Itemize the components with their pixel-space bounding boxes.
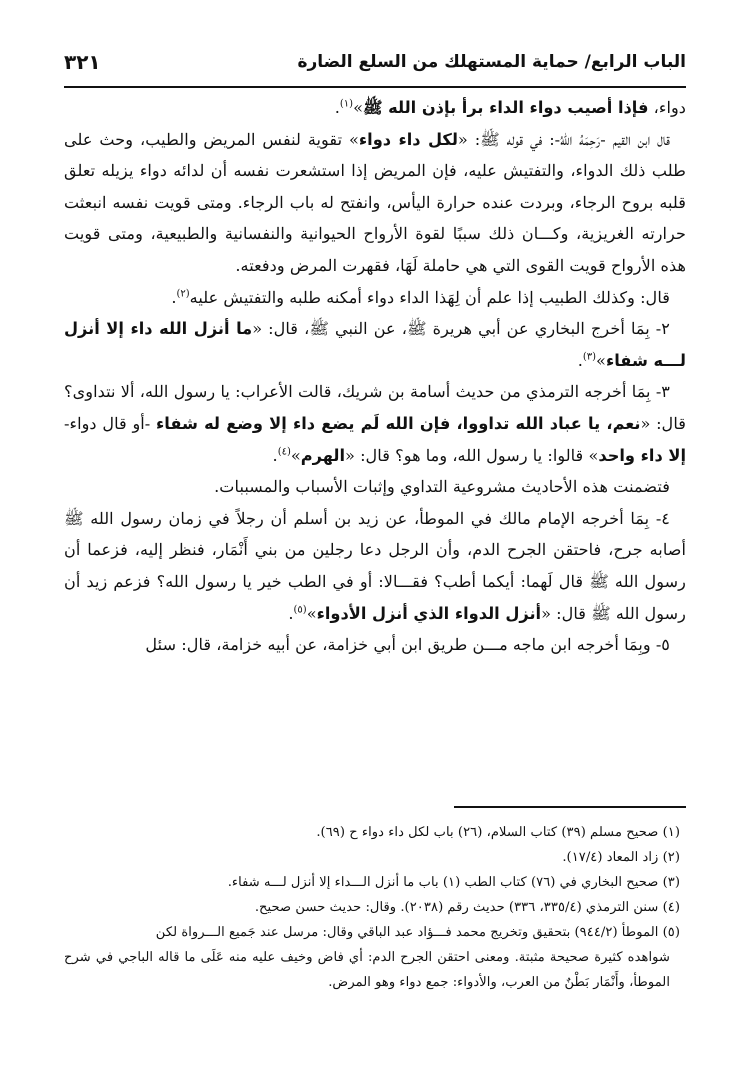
text: ٤- بِمَا أخرجه الإمام مالك في الموطأ، عن زيد بن أسلم أن رجلاً في زمان رسول الله ﷺ أصابه جرح، فاحتقن الجرح الدم، وأن الرجل دعا رجلين من بني أَنْمَار، فنظر إليه، فزعما أن رسول الله ﷺ قال لَهما: أيكما أطب؟ فقـــالا: أو في الطب خير يا رسول الله؟ فزعم زيد أن رسول الله ﷺ قال: « xyxy=(64,508,686,623)
footnote-ref: (٤) xyxy=(277,446,291,458)
text: . xyxy=(272,445,278,465)
footnote-continuation: شواهده كثيرة صحيحة مثبتة. ومعنى احتقن الجرح الدم: أي فاض وخيف عليه منه عَلَى ما قاله الباجي في شرح الموطأ، وأَنْمَار بَطْنٌ من العرب، والأدواء: جمع دواء وهو المرض. xyxy=(64,950,670,990)
text: قال: وكذلك الطبيب إذا علم أن لِهَذا الداء دواء أمكنه طلبه والتفتيش عليه xyxy=(189,287,670,307)
text: ٢- بِمَا أخرج البخاري عن أبي هريرة ﷺ، عن النبي ﷺ، قال: « xyxy=(252,319,670,339)
page-number: ٣٢١ xyxy=(64,50,101,74)
text: . xyxy=(288,603,294,623)
hadith-quote: إلا داء واحد xyxy=(598,445,686,465)
text: » تقوية لنفس المريض والطيب، وحث على طلب ذلك الدواء، والتفتيش عليه، فإن المريض إذا استشعرت نفسه أن لدائه دواء يزيله تعلق قلبه بروح الرجاء، وبردت عنده حرارة اليأس، وانفتح له باب الرجاء. ومتى قويت نفسه انبعثت حرارته الغريزية، وكـــان ذلك سببًا لقوة الأرواح الحيوانية والنفسانية والطبيعية، ومتى قويت هذه الأرواح قويت القوى التي هي حاملة لَهَا، فقهرت المرض ودفعته. xyxy=(64,129,686,275)
text: دواء، xyxy=(648,98,686,117)
text: . xyxy=(171,287,177,307)
footnote: (٣) صحيح البخاري في (٧٦) كتاب الطب (١) باب ما أنزل الـــداء إلا أنزل لـــه شفاء. xyxy=(227,875,680,890)
text: » xyxy=(596,350,606,370)
paragraph xyxy=(64,376,686,471)
footnote: (٢) زاد المعاد (١٧/٤). xyxy=(562,850,680,865)
text: . xyxy=(334,98,340,117)
footnote: (٤) سنن الترمذي (٣٣٥/٤، ٣٣٦) حديث رقم (٢٠٣٨). وقال: حديث حسن صحيح. xyxy=(254,900,680,915)
hadith-quote: لكل داء دواء xyxy=(358,129,458,149)
text: » قالوا: يا رسول الله، وما هو؟ قال: « xyxy=(345,445,599,465)
text: -أو قال دواء- xyxy=(64,413,156,433)
paragraph: ٥- وبِمَا أخرجه ابن ماجه مـــن طريق ابن أبي خزامة، عن أبيه خزامة، قال: سئل xyxy=(145,635,670,655)
text: قال ابن القيم -رَحِمَهُ اللهُ-: في قوله ﷺ: « xyxy=(457,129,671,149)
paragraph xyxy=(64,124,686,282)
hadith-quote: ما أنزل الله داء إلا أنزل لـــه شفاء xyxy=(64,319,686,370)
text: » xyxy=(353,98,363,117)
text: » xyxy=(306,603,317,623)
paragraph xyxy=(64,313,686,376)
footnote-ref: (٢) xyxy=(176,288,190,300)
footnote: (١) صحيح مسلم (٣٩) كتاب السلام، (٢٦) باب لكل داء دواء ح (٦٩). xyxy=(316,825,680,840)
running-header xyxy=(64,42,686,88)
footnote-ref: (٥) xyxy=(293,604,307,616)
footnotes xyxy=(64,820,686,995)
hadith-quote: الهرم xyxy=(300,445,346,465)
footnote-ref: (٣) xyxy=(582,351,597,363)
footnote-ref: (١) xyxy=(339,98,354,110)
text: ٣- بِمَا أخرجه الترمذي من حديث أسامة بن شريك، قالت الأعراب: يا رسول الله، ألا نتداوى؟ قال: « xyxy=(64,382,686,433)
text: . xyxy=(577,350,583,370)
footnote: (٥) الموطأ (٩٤٤/٢) بتحقيق وتخريج محمد فـــؤاد عبد الباقي وقال: مرسل عند جَميع الـــرواة لكن xyxy=(155,925,680,940)
hadith-quote: أنزل الدواء الذي أنزل الأدواء xyxy=(316,603,542,623)
hadith-quote: نعم، يا عباد الله تداووا، فإن الله لَم يضع داء إلا وضع له شفاء xyxy=(155,413,641,433)
paragraph xyxy=(64,282,686,314)
hadith-quote: فإذا أصيب دواء الداء برأ بإذن الله ﷺ xyxy=(362,98,649,117)
main-text xyxy=(64,92,686,661)
chapter-title: الباب الرابع/ حماية المستهلك من السلع الضارة xyxy=(297,52,686,72)
paragraph: فتضمنت هذه الأحاديث مشروعية التداوي وإثبات الأسباب والمسببات. xyxy=(214,477,670,497)
text: » xyxy=(290,445,301,465)
paragraph xyxy=(64,92,686,124)
paragraph xyxy=(64,503,686,629)
footnote-separator xyxy=(454,806,686,808)
